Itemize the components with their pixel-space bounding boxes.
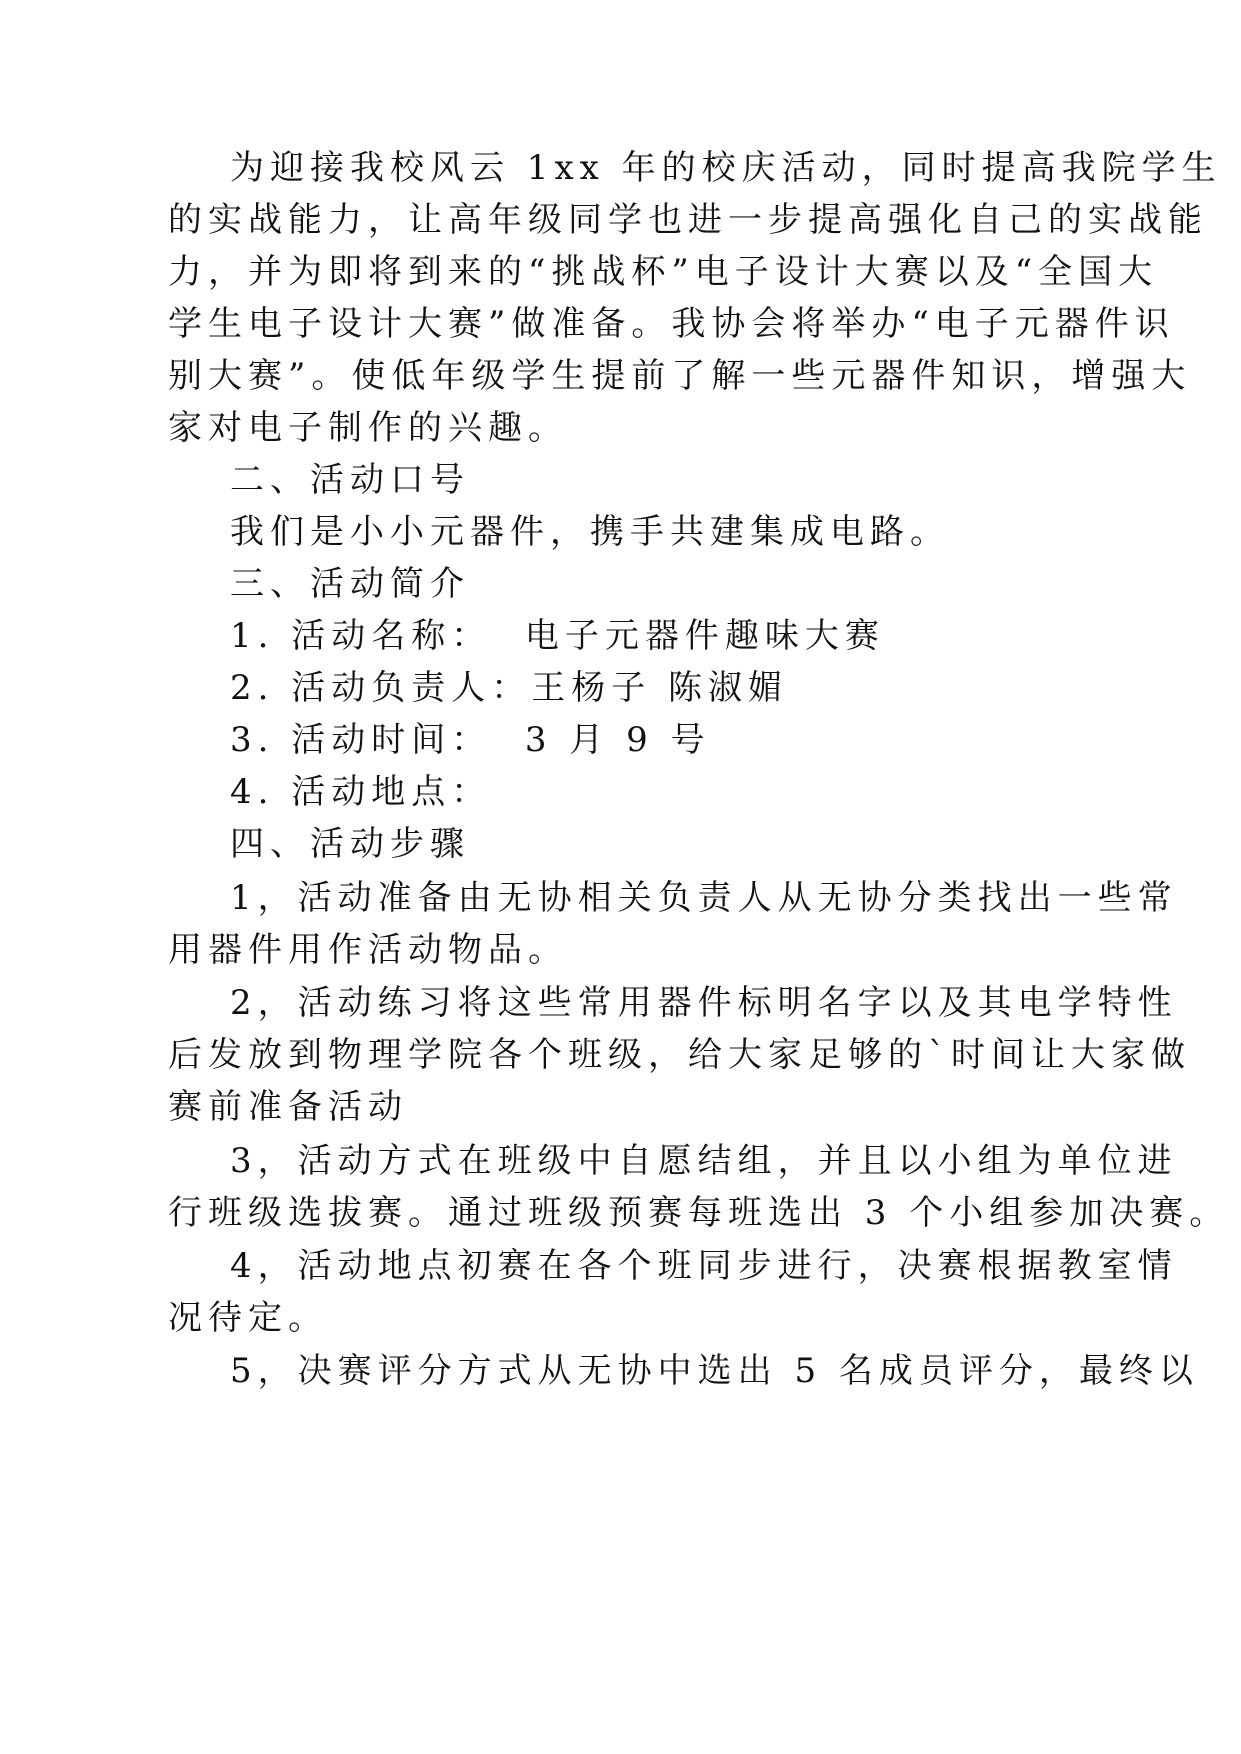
list-item: 1. 活动名称： 电子元器件趣味大赛 — [230, 616, 885, 656]
list-item: 2. 活动负责人：王杨子 陈淑媚 — [230, 668, 789, 708]
body-text-line: 别大赛”。使低年级学生提前了解一些元器件知识，增强大 — [168, 356, 1192, 396]
body-text-line: 力，并为即将到来的“挑战杯”电子设计大赛以及“全国大 — [168, 252, 1159, 292]
body-text-line: 学生电子设计大赛”做准备。我协会将举办“电子元器件识 — [168, 304, 1175, 344]
body-text-line: 4，活动地点初赛在各个班同步进行，决赛根据教室情 — [230, 1246, 1178, 1286]
body-text-line: 2，活动练习将这些常用器件标明名字以及其电学特性 — [230, 983, 1178, 1023]
body-text-line: 我们是小小元器件，携手共建集成电路。 — [230, 512, 950, 552]
body-text-line: 况待定。 — [168, 1298, 328, 1338]
body-text-line: 1，活动准备由无协相关负责人从无协分类找出一些常 — [230, 878, 1178, 918]
body-text-line: 行班级选拔赛。通过班级预赛每班选出 3 个小组参加决赛。 — [168, 1193, 1230, 1233]
section-heading: 四、活动步骤 — [230, 824, 470, 864]
list-item: 3. 活动时间： 3 月 9 号 — [230, 720, 711, 760]
section-heading: 三、活动简介 — [230, 564, 470, 604]
body-text-line: 赛前准备活动 — [168, 1087, 408, 1127]
section-heading: 二、活动口号 — [230, 460, 470, 500]
body-text-line: 后发放到物理学院各个班级，给大家足够的`时间让大家做 — [168, 1035, 1191, 1075]
body-text-line: 用器件用作活动物品。 — [168, 930, 568, 970]
list-item: 4. 活动地点： — [230, 772, 492, 812]
body-text-line: 家对电子制作的兴趣。 — [168, 408, 568, 448]
body-text-line: 为迎接我校风云 1xx 年的校庆活动，同时提高我院学生 — [230, 148, 1222, 188]
body-text-line: 的实战能力，让高年级同学也进一步提高强化自己的实战能 — [168, 200, 1208, 240]
body-text-line: 3，活动方式在班级中自愿结组，并且以小组为单位进 — [230, 1141, 1178, 1181]
body-text-line: 5，决赛评分方式从无协中选出 5 名成员评分，最终以 — [230, 1351, 1199, 1391]
